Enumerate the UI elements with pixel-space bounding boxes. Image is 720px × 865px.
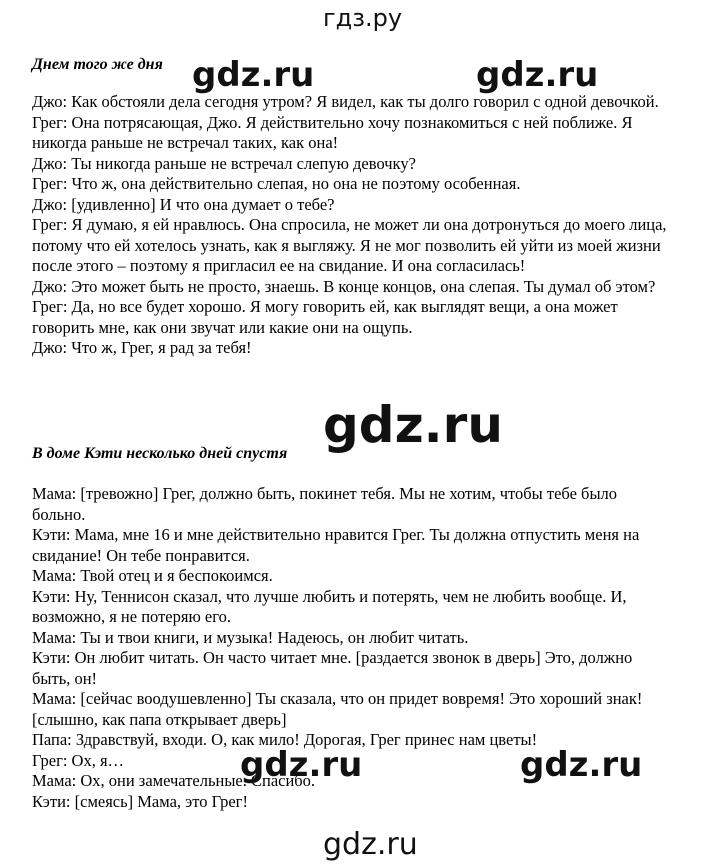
watermark: gdz.ru [240,745,363,785]
dialogue-line: Мама: Твой отец и я беспокоимся. [32,566,273,585]
dialogue-line: Мама: [сейчас воодушевленно] Ты сказала, что он придет вовремя! Это хороший знак! [слышно, как папа открывает дверь] [32,689,643,729]
dialogue-line: Джо: Это может быть не просто, знаешь. В конце концов, она слепая. Ты думал об этом? [32,276,656,296]
watermark: gdz.ru [323,396,503,454]
dialogue-line: Грег: Ох, я… [32,750,125,770]
dialogue-line: Джо: Что ж, Грег, я рад за тебя! [32,338,252,357]
section-heading-2: В доме Кэти несколько дней спустя [32,445,288,462]
watermark: gdz.ru [192,55,315,95]
dialogue-line: Кэти: Ну, Теннисон сказал, что лучше любить и потерять, чем не любить вообще. И, возможно, я не потеряю его. [32,586,627,626]
dialogue-line: Джо: Как обстояли дела сегодня утром? Я видел, как ты долго говорил с одной девочкой. [32,92,659,111]
dialogue-line: Кэти: [смеясь] Мама, это Грег! [32,791,248,811]
dialogue-line: Джо: [удивленно] И что она думает о тебе? [32,194,335,214]
dialogue-line: Папа: Здравствуй, входи. О, как мило! Дорогая, Грег принес нам цветы! [32,730,538,749]
dialogue-line: Джо: Ты никогда раньше не встречал слепую девочку? [32,153,416,173]
dialogue-line: Мама: Ты и твои книги, и музыка! Надеюсь, он любит читать. [32,627,469,647]
watermark: gdz.ru [476,55,599,95]
site-header-watermark: гдз.ру [323,4,403,32]
dialogue-line: Кэти: Он любит читать. Он часто читает мне. [раздается звонок в дверь] Это, должно быть, он! [32,648,633,688]
dialogue-line: Кэти: Мама, мне 16 и мне действительно нравится Грег. Ты должна отпустить меня на свидание! Он тебе понравится. [32,525,640,565]
dialogue-line: Грег: Я думаю, я ей нравлюсь. Она спросила, не может ли она дотронуться до моего лица, потому что ей хотелось узнать, как я выгляжу. Я не мог позволить ей уйти из моей жизни после этого – поэтому я пригласил ее на свидание. И она согласилась! [32,215,667,275]
dialogue-line: Грег: Да, но все будет хорошо. Я могу говорить ей, как выглядят вещи, а она может говорить мне, как они звучат или какие они на ощупь. [32,297,618,337]
dialogue-line: Грег: Она потрясающая, Джо. Я действительно хочу познакомиться с ней поближе. Я никогда раньше не встречал таких, как она! [32,112,633,152]
dialogue-block-1 [32,92,672,359]
dialogue-line: Мама: [тревожно] Грег, должно быть, покинет тебя. Мы не хотим, чтобы тебе было больно. [32,484,618,524]
dialogue-line: Грег: Что ж, она действительно слепая, но она не поэтому особенная. [32,174,521,193]
site-footer-watermark: gdz.ru [323,827,418,862]
dialogue-line: Мама: Ох, они замечательные. Спасибо. [32,771,316,790]
watermark: gdz.ru [520,745,643,785]
section-heading-1: Днем того же дня [32,56,163,73]
